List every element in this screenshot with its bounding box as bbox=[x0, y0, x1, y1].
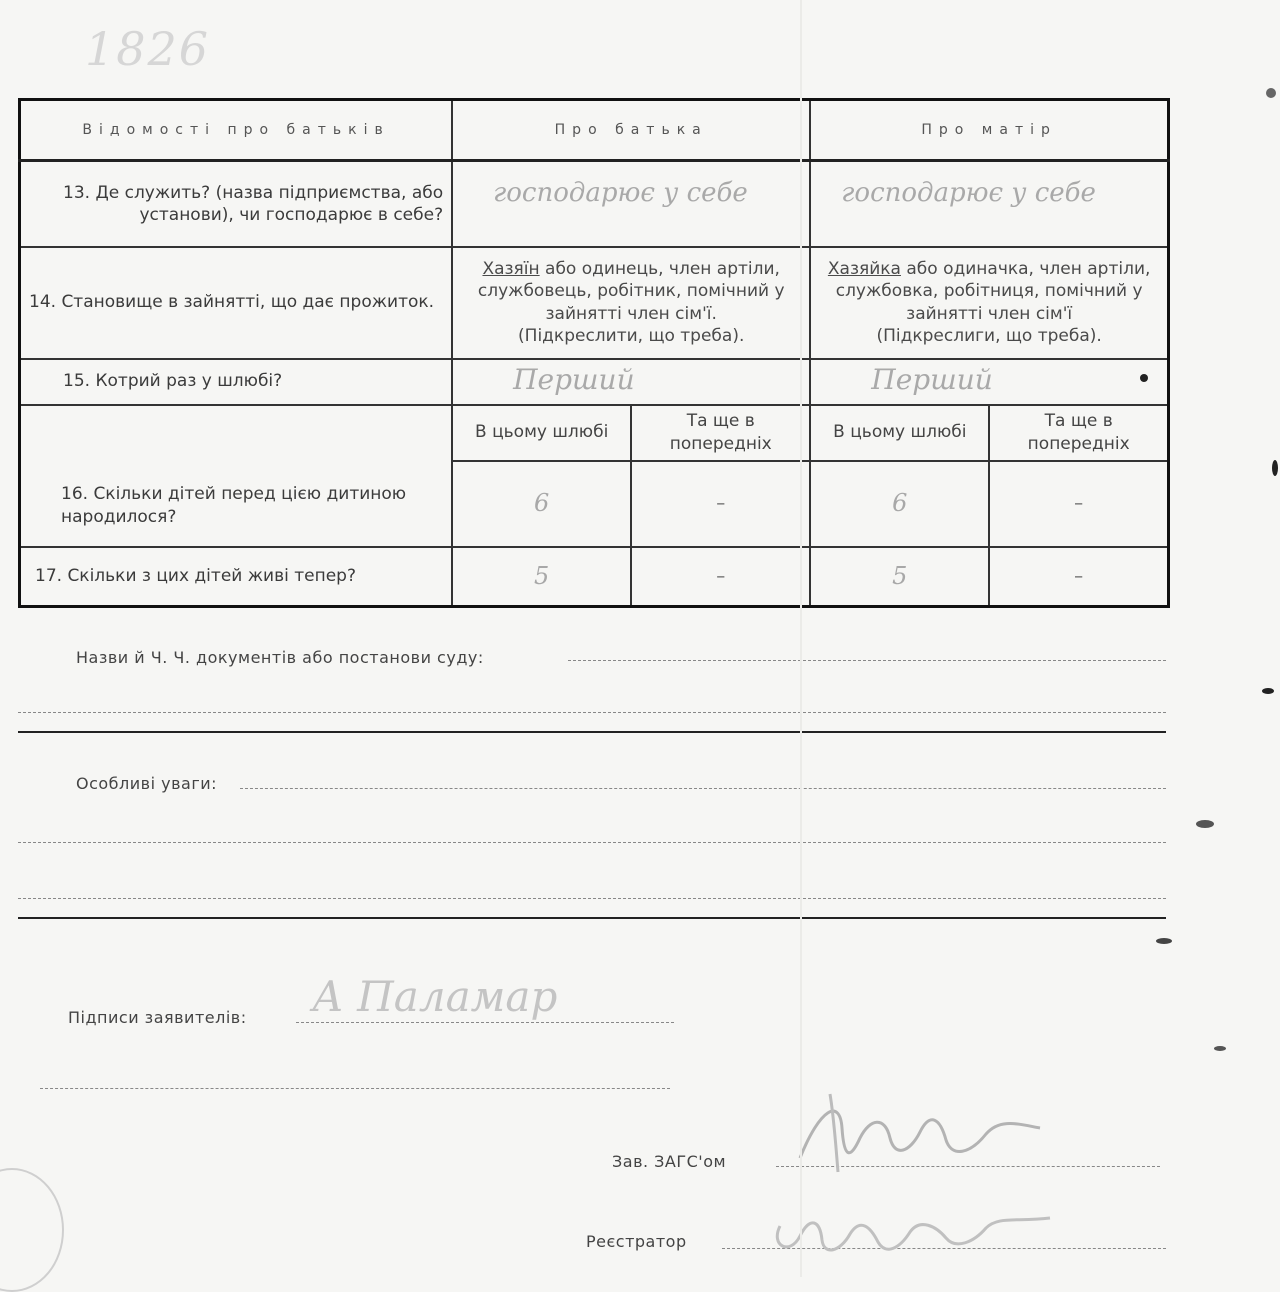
head-of-registry-label: Зав. ЗАГС'ом bbox=[612, 1152, 727, 1171]
registrar-signature-mark bbox=[760, 1196, 1060, 1266]
q17-father-this-value: 5 bbox=[534, 561, 550, 590]
subheader-mother-previous: Та ще в попередніх bbox=[989, 405, 1168, 461]
remarks-line-3[interactable] bbox=[18, 898, 1166, 899]
header-about-father: Про батька bbox=[452, 100, 810, 161]
paper-speck bbox=[1156, 938, 1172, 944]
q17-father-prev[interactable] bbox=[631, 547, 810, 607]
header-parents-info: Відомості про батьків bbox=[20, 100, 453, 161]
q14-mother-instruction: (Підкреслиги, що треба). bbox=[876, 325, 1102, 346]
q14-mother-underlined: Хазяйка bbox=[827, 259, 901, 280]
q16-father-prev[interactable] bbox=[631, 461, 810, 547]
subheader-father-this-marriage: В цьому шлюбі bbox=[452, 405, 631, 461]
paper-fold-mark bbox=[800, 0, 802, 1277]
q15-mother-cell[interactable] bbox=[810, 359, 1168, 405]
q17-father-this[interactable] bbox=[452, 547, 631, 607]
q15-mother-handwriting: Перший bbox=[871, 362, 993, 396]
row-q14 bbox=[20, 247, 1169, 359]
subheader-mother-this-marriage: В цьому шлюбі bbox=[810, 405, 989, 461]
q17-father-prev-value: – bbox=[716, 565, 726, 587]
q17-label: 17. Скільки з цих дітей живі тепер? bbox=[20, 547, 453, 607]
q14-mother-cell[interactable] bbox=[810, 247, 1168, 359]
registrar-label: Реєстратор bbox=[586, 1232, 687, 1251]
section-divider-1 bbox=[18, 731, 1166, 733]
applicant-signatures-label: Підписи заявителів: bbox=[68, 1008, 247, 1027]
q17-mother-prev[interactable] bbox=[989, 547, 1168, 607]
q16-mother-prev[interactable] bbox=[989, 461, 1168, 547]
q13-father-handwriting: господарює у себе bbox=[493, 178, 748, 208]
applicant-signature-handwriting: А Паламар bbox=[312, 972, 558, 1021]
row-q15 bbox=[20, 359, 1169, 405]
row-q16-subheaders bbox=[20, 405, 1169, 461]
documents-line-1[interactable] bbox=[568, 660, 1166, 661]
q13-mother-cell[interactable] bbox=[810, 161, 1168, 247]
paper-speck bbox=[1140, 374, 1148, 382]
q16-mother-this-value: 6 bbox=[892, 488, 908, 517]
q13-mother-handwriting: господарює у себе bbox=[841, 178, 1096, 208]
applicant-second-line[interactable] bbox=[40, 1088, 670, 1089]
q16-mother-this[interactable] bbox=[810, 461, 989, 547]
paper-speck bbox=[1266, 88, 1276, 98]
q15-father-handwriting: Перший bbox=[513, 362, 635, 396]
paper-speck bbox=[1214, 1046, 1226, 1051]
q14-father-underlined: Хазяїн bbox=[482, 259, 540, 280]
q17-mother-this[interactable] bbox=[810, 547, 989, 607]
row-q13 bbox=[20, 161, 1169, 247]
q14-label: 14. Становище в зайнятті, що дає прожиток. bbox=[20, 247, 453, 359]
remarks-line-1[interactable] bbox=[240, 788, 1166, 789]
parents-info-table bbox=[18, 98, 1170, 608]
section-divider-2 bbox=[18, 917, 1166, 919]
q16-label: 16. Скільки дітей перед цією дитиною народилося? bbox=[20, 405, 453, 547]
q13-label: 13. Де служить? (назва підприємства, або установи), чи господарює в себе? bbox=[20, 161, 453, 247]
paper-speck bbox=[1196, 820, 1214, 828]
q15-father-cell[interactable] bbox=[452, 359, 810, 405]
table-header-row bbox=[20, 100, 1169, 161]
q14-father-options: або одинець, член артіли, службовець, робітник, помічний у зайнятті член сім'ї. bbox=[477, 259, 785, 324]
q13-father-cell[interactable] bbox=[452, 161, 810, 247]
q14-mother-options: або одиначка, член артіли, службовка, робітниця, помічний у зайнятті член сім'ї bbox=[835, 259, 1151, 324]
remarks-line-2[interactable] bbox=[18, 842, 1166, 843]
documents-label: Назви й Ч. Ч. документів або постанови суду: bbox=[76, 648, 484, 667]
paper-stain bbox=[0, 1168, 64, 1292]
head-signature-mark bbox=[790, 1088, 1050, 1178]
header-about-mother: Про матір bbox=[810, 100, 1168, 161]
q15-label: 15. Котрий раз у шлюбі? bbox=[20, 359, 453, 405]
q17-mother-this-value: 5 bbox=[892, 561, 908, 590]
subheader-father-previous: Та ще в попередніх bbox=[631, 405, 810, 461]
q16-father-this[interactable] bbox=[452, 461, 631, 547]
applicant-signature-line[interactable] bbox=[296, 1022, 674, 1023]
remarks-label: Особливі уваги: bbox=[76, 774, 218, 793]
archive-number-note: 1826 bbox=[85, 22, 211, 76]
q14-father-instruction: (Підкреслити, що треба). bbox=[518, 325, 745, 346]
q17-mother-prev-value: – bbox=[1074, 565, 1084, 587]
q16-father-this-value: 6 bbox=[534, 488, 550, 517]
q16-father-prev-value: – bbox=[716, 492, 726, 514]
paper-speck bbox=[1262, 688, 1274, 694]
documents-line-2[interactable] bbox=[18, 712, 1166, 713]
q16-mother-prev-value: – bbox=[1074, 492, 1084, 514]
paper-speck bbox=[1272, 460, 1278, 476]
row-q17 bbox=[20, 547, 1169, 607]
q14-father-cell[interactable] bbox=[452, 247, 810, 359]
